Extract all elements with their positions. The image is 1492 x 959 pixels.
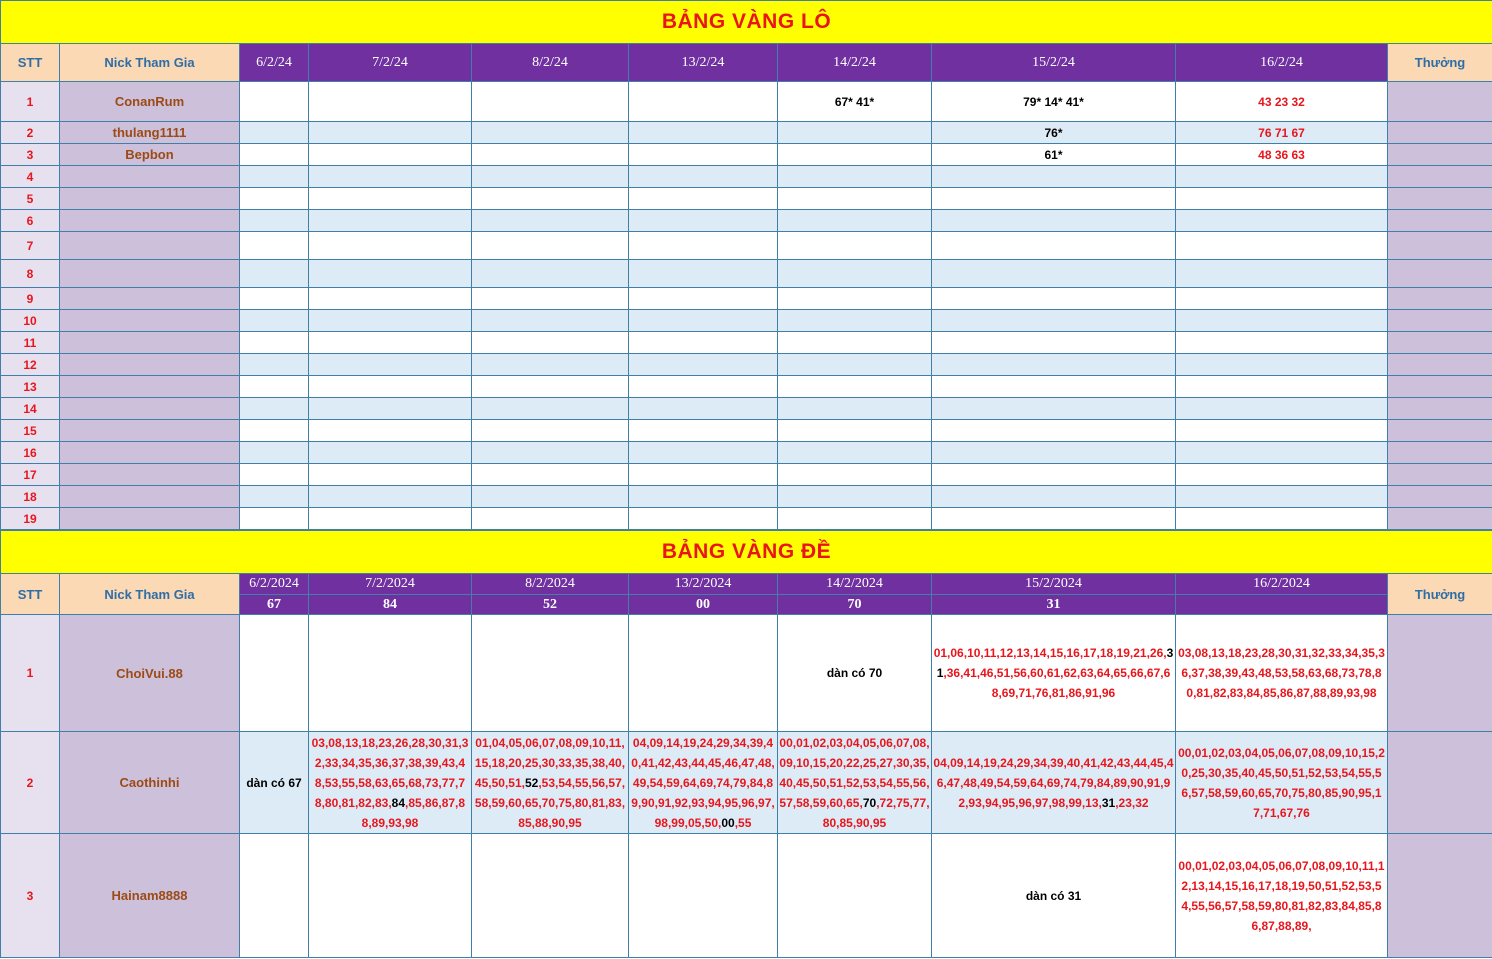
lo-pick-cell: [472, 122, 629, 144]
lo-pick-cell: [1176, 310, 1388, 332]
lo-pick-cell: [472, 354, 629, 376]
lo-pick-cell: [240, 82, 309, 122]
de-pick-segment: 31: [936, 646, 1174, 680]
lo-pick-cell: [240, 398, 309, 420]
lo-pick-cell: [778, 354, 932, 376]
lo-pick-cell: [472, 420, 629, 442]
lo-pick-cell: [472, 376, 629, 398]
de-pick-cell: [629, 732, 778, 834]
lo-pick-cell: [932, 210, 1176, 232]
lo-nick-cell: [60, 310, 240, 332]
lo-pick-cell: 43 23 32: [1176, 82, 1388, 122]
lo-stt-cell: 3: [1, 144, 60, 166]
lo-pick-cell: [932, 166, 1176, 188]
lo-header-date: 15/2/24: [932, 44, 1176, 82]
lo-pick-cell: [240, 166, 309, 188]
lo-pick-cell: [240, 332, 309, 354]
lo-nick-cell: [60, 398, 240, 420]
lo-pick-cell: 79* 14* 41*: [932, 82, 1176, 122]
de-table-row: [1, 615, 1492, 732]
lo-pick-cell: [309, 210, 472, 232]
lo-pick-cell: [1176, 188, 1388, 210]
lo-pick-cell: [240, 144, 309, 166]
lo-stt-cell: 5: [1, 188, 60, 210]
lo-nick-cell: [60, 508, 240, 530]
lo-pick-cell: [309, 260, 472, 288]
de-nick-cell: ChoiVui.88: [60, 615, 240, 732]
lo-pick-cell: [932, 354, 1176, 376]
lo-prize-cell: [1388, 398, 1492, 420]
lo-pick-cell: [240, 354, 309, 376]
lo-pick-cell: [240, 260, 309, 288]
lo-pick-cell: [472, 210, 629, 232]
lo-pick-cell: [309, 288, 472, 310]
de-stt-cell: 3: [1, 834, 60, 958]
lo-table-row: [1, 82, 1492, 122]
lo-prize-cell: [1388, 288, 1492, 310]
lo-pick-cell: [472, 82, 629, 122]
lo-nick-cell: [60, 420, 240, 442]
lo-pick-cell: 76 71 67: [1176, 122, 1388, 144]
lo-pick-cell: [932, 398, 1176, 420]
lo-nick-cell: [60, 260, 240, 288]
lo-pick-cell: [932, 420, 1176, 442]
lo-pick-cell: [778, 232, 932, 260]
lo-pick-cell: [472, 442, 629, 464]
lo-table-row: [1, 260, 1492, 288]
de-header-date: 7/2/2024: [309, 574, 472, 595]
de-pick-cell: dàn có 70: [778, 615, 932, 732]
de-pick-cell: [309, 732, 472, 834]
lo-pick-cell: [309, 442, 472, 464]
lo-prize-cell: [1388, 464, 1492, 486]
lo-stt-cell: 6: [1, 210, 60, 232]
de-nick-cell: Hainam8888: [60, 834, 240, 958]
lo-nick-cell: [60, 188, 240, 210]
lo-stt-cell: 8: [1, 260, 60, 288]
lo-table-row: [1, 464, 1492, 486]
de-table-row: [1, 732, 1492, 834]
lo-prize-cell: [1388, 486, 1492, 508]
de-stt-cell: 2: [1, 732, 60, 834]
de-nick-cell: Caothinhi: [60, 732, 240, 834]
lo-table-row: [1, 210, 1492, 232]
lo-pick-cell: [778, 442, 932, 464]
lo-pick-cell: [629, 232, 778, 260]
lo-pick-cell: [629, 288, 778, 310]
lo-pick-cell: [472, 508, 629, 530]
lo-pick-cell: [472, 398, 629, 420]
de-pick-cell: [932, 615, 1176, 732]
lo-pick-cell: [629, 486, 778, 508]
lo-pick-cell: [309, 398, 472, 420]
lo-table-row: [1, 508, 1492, 530]
de-pick-segment: 04,09,14,19,24,29,34,39,40,41,42,43,44,45,46,47,48,49,54,59,64,69,74,79,84,89,90,91,92,93,94,95,96,97,98,99,05,50,: [631, 735, 775, 830]
lo-pick-cell: [778, 376, 932, 398]
lo-pick-cell: [309, 464, 472, 486]
lo-prize-cell: [1388, 166, 1492, 188]
lo-pick-cell: [309, 354, 472, 376]
lo-pick-cell: [778, 332, 932, 354]
lo-pick-cell: [932, 188, 1176, 210]
lo-pick-cell: 61*: [932, 144, 1176, 166]
lo-header-date: 14/2/24: [778, 44, 932, 82]
lo-pick-cell: [932, 376, 1176, 398]
lo-pick-cell: [629, 122, 778, 144]
lo-pick-cell: [1176, 288, 1388, 310]
lo-stt-cell: 12: [1, 354, 60, 376]
lo-pick-cell: [240, 210, 309, 232]
lo-pick-cell: [629, 260, 778, 288]
de-pick-cell: [309, 615, 472, 732]
lo-prize-cell: [1388, 508, 1492, 530]
lo-pick-cell: [309, 420, 472, 442]
de-pick-segment: 04,09,14,19,24,29,34,39,40,41,42,43,44,45,46,47,48,49,54,59,64,69,74,79,84,89,90,91,92,93,94,95,96,97,98,99,13,: [933, 755, 1174, 810]
de-pick-cell: [472, 615, 629, 732]
lo-pick-cell: [472, 144, 629, 166]
lo-stt-cell: 16: [1, 442, 60, 464]
lo-pick-cell: [309, 376, 472, 398]
lo-pick-cell: [629, 464, 778, 486]
de-result: 52: [472, 595, 629, 615]
lo-nick-cell: [60, 354, 240, 376]
bang-vang-de-table: [0, 530, 1492, 958]
de-pick-cell: 00,01,02,03,04,05,06,07,08,09,10,15,20,25,30,35,40,45,50,51,52,53,54,55,56,57,58,59,60,65,70,75,80,85,90,95,17,71,67,76: [1176, 732, 1388, 834]
de-pick-cell: 00,01,02,03,04,05,06,07,08,09,10,11,12,13,14,15,16,17,18,19,50,51,52,53,54,55,56,57,58,59,80,81,82,83,84,85,86,87,88,89,: [1176, 834, 1388, 958]
lo-stt-cell: 10: [1, 310, 60, 332]
lo-prize-cell: [1388, 420, 1492, 442]
de-pick-cell: [629, 834, 778, 958]
lo-pick-cell: [309, 144, 472, 166]
lo-pick-cell: [309, 188, 472, 210]
lo-pick-cell: [778, 260, 932, 288]
lo-pick-cell: [1176, 232, 1388, 260]
de-pick-cell: [778, 732, 932, 834]
de-pick-segment: ,23,32: [1115, 795, 1149, 810]
de-prize-cell: [1388, 834, 1492, 958]
de-header-date: 14/2/2024: [778, 574, 932, 595]
lo-pick-cell: [309, 82, 472, 122]
lo-pick-cell: [240, 288, 309, 310]
lo-pick-cell: [240, 442, 309, 464]
lo-pick-cell: [778, 420, 932, 442]
lo-nick-cell: [60, 288, 240, 310]
lo-pick-cell: [778, 288, 932, 310]
lo-table-row: [1, 420, 1492, 442]
lo-pick-cell: [472, 288, 629, 310]
de-result: [1176, 595, 1388, 615]
de-pick-cell: [309, 834, 472, 958]
lo-nick-cell: [60, 332, 240, 354]
de-header-prize: Thưởng: [1388, 574, 1492, 615]
lo-prize-cell: [1388, 332, 1492, 354]
lo-pick-cell: [1176, 486, 1388, 508]
lo-nick-cell: thulang1111: [60, 122, 240, 144]
lo-pick-cell: [472, 332, 629, 354]
lo-pick-cell: [932, 260, 1176, 288]
lo-pick-cell: 76*: [932, 122, 1176, 144]
lo-pick-cell: 67* 41*: [778, 82, 932, 122]
lo-pick-cell: [309, 310, 472, 332]
lo-stt-cell: 2: [1, 122, 60, 144]
lo-header-date: 13/2/24: [629, 44, 778, 82]
de-pick-segment: ,85,86,87,88,89,93,98: [361, 795, 466, 830]
de-pick-segment: 70: [862, 795, 877, 810]
lo-stt-cell: 7: [1, 232, 60, 260]
lo-pick-cell: [309, 486, 472, 508]
lo-pick-cell: [472, 232, 629, 260]
lo-pick-cell: [932, 232, 1176, 260]
de-pick-cell: [240, 834, 309, 958]
lo-pick-cell: [629, 354, 778, 376]
lo-header-date: 6/2/24: [240, 44, 309, 82]
lo-prize-cell: [1388, 188, 1492, 210]
de-header-nick: Nick Tham Gia: [60, 574, 240, 615]
lo-prize-cell: [1388, 144, 1492, 166]
de-pick-segment: 84: [391, 795, 406, 810]
lo-pick-cell: [309, 166, 472, 188]
lo-nick-cell: [60, 376, 240, 398]
lo-pick-cell: [778, 464, 932, 486]
lo-pick-cell: [240, 376, 309, 398]
lo-nick-cell: Bepbon: [60, 144, 240, 166]
lo-table-row: [1, 188, 1492, 210]
lo-table-row: [1, 442, 1492, 464]
lo-pick-cell: [1176, 354, 1388, 376]
de-prize-cell: [1388, 615, 1492, 732]
lo-table-row: [1, 288, 1492, 310]
de-pick-segment: ,72,75,77,80,85,90,95: [822, 795, 930, 830]
lo-prize-cell: [1388, 82, 1492, 122]
de-result: 84: [309, 595, 472, 615]
lo-header-stt: STT: [1, 44, 60, 82]
lo-pick-cell: [240, 310, 309, 332]
lo-pick-cell: [240, 122, 309, 144]
lo-pick-cell: [932, 288, 1176, 310]
lo-pick-cell: [472, 260, 629, 288]
lo-header-prize: Thưởng: [1388, 44, 1492, 82]
lo-pick-cell: [932, 310, 1176, 332]
lo-prize-cell: [1388, 310, 1492, 332]
lo-table-row: [1, 310, 1492, 332]
lo-pick-cell: [629, 376, 778, 398]
lo-pick-cell: [1176, 260, 1388, 288]
lo-prize-cell: [1388, 210, 1492, 232]
lo-stt-cell: 15: [1, 420, 60, 442]
lo-pick-cell: [778, 310, 932, 332]
lo-pick-cell: [932, 442, 1176, 464]
de-title: BẢNG VÀNG ĐỀ: [1, 531, 1492, 574]
lo-pick-cell: [240, 486, 309, 508]
de-pick-segment: 00: [721, 815, 735, 830]
lo-prize-cell: [1388, 122, 1492, 144]
lo-pick-cell: [1176, 398, 1388, 420]
lo-pick-cell: [309, 232, 472, 260]
lo-prize-cell: [1388, 260, 1492, 288]
de-pick-cell: [472, 834, 629, 958]
lo-pick-cell: [778, 210, 932, 232]
de-header-date: 15/2/2024: [932, 574, 1176, 595]
lo-pick-cell: [932, 464, 1176, 486]
lo-pick-cell: [1176, 464, 1388, 486]
lo-pick-cell: [240, 508, 309, 530]
de-pick-cell: [629, 615, 778, 732]
lo-pick-cell: 48 36 63: [1176, 144, 1388, 166]
lo-table-row: [1, 486, 1492, 508]
lo-table-row: [1, 166, 1492, 188]
lo-prize-cell: [1388, 232, 1492, 260]
de-header-stt: STT: [1, 574, 60, 615]
de-result: 00: [629, 595, 778, 615]
lo-pick-cell: [629, 188, 778, 210]
de-result: 70: [778, 595, 932, 615]
de-pick-segment: 01,04,05,06,07,08,09,10,11,15,18,20,25,30,33,35,38,40,45,50,51,: [474, 735, 626, 790]
lo-pick-cell: [1176, 166, 1388, 188]
lo-pick-cell: [629, 332, 778, 354]
lo-nick-cell: [60, 166, 240, 188]
lo-pick-cell: [629, 310, 778, 332]
lo-pick-cell: [629, 144, 778, 166]
de-pick-cell: [778, 834, 932, 958]
lo-stt-cell: 11: [1, 332, 60, 354]
lo-header-nick: Nick Tham Gia: [60, 44, 240, 82]
lo-pick-cell: [778, 144, 932, 166]
lo-pick-cell: [1176, 376, 1388, 398]
lo-prize-cell: [1388, 354, 1492, 376]
lo-pick-cell: [472, 464, 629, 486]
lo-pick-cell: [778, 486, 932, 508]
lo-pick-cell: [932, 508, 1176, 530]
lo-pick-cell: [472, 486, 629, 508]
lo-nick-cell: [60, 442, 240, 464]
lo-header-date: 8/2/24: [472, 44, 629, 82]
lo-pick-cell: [629, 420, 778, 442]
lo-pick-cell: [240, 420, 309, 442]
lo-nick-cell: [60, 464, 240, 486]
lo-pick-cell: [472, 166, 629, 188]
de-pick-cell: [932, 732, 1176, 834]
lo-pick-cell: [240, 188, 309, 210]
lo-prize-cell: [1388, 442, 1492, 464]
lo-pick-cell: [1176, 420, 1388, 442]
lo-pick-cell: [629, 166, 778, 188]
lo-pick-cell: [309, 332, 472, 354]
de-pick-segment: ,53,54,55,56,57,58,59,60,65,70,75,80,81,83,85,88,90,95: [474, 775, 626, 830]
de-header-date: 8/2/2024: [472, 574, 629, 595]
lo-header-date: 16/2/24: [1176, 44, 1388, 82]
lo-table-row: [1, 332, 1492, 354]
lo-stt-cell: 17: [1, 464, 60, 486]
de-pick-cell: 03,08,13,18,23,28,30,31,32,33,34,35,36,37,38,39,43,48,53,58,63,68,73,78,80,81,82,83,84,85,86,87,88,89,93,98: [1176, 615, 1388, 732]
lo-pick-cell: [932, 486, 1176, 508]
lo-nick-cell: ConanRum: [60, 82, 240, 122]
lo-pick-cell: [309, 122, 472, 144]
lo-pick-cell: [240, 232, 309, 260]
lo-stt-cell: 18: [1, 486, 60, 508]
lo-table-row: [1, 398, 1492, 420]
de-pick-segment: ,36,41,46,51,56,60,61,62,63,64,65,66,67,68,69,71,76,81,86,91,96: [943, 666, 1171, 700]
lo-stt-cell: 9: [1, 288, 60, 310]
de-pick-segment: 31: [1101, 795, 1116, 810]
lo-pick-cell: [1176, 332, 1388, 354]
lo-pick-cell: [629, 508, 778, 530]
lo-nick-cell: [60, 486, 240, 508]
lo-pick-cell: [309, 508, 472, 530]
de-pick-segment: 03,08,13,18,23,26,28,30,31,32,33,34,35,36,37,38,39,43,48,53,55,58,63,65,68,73,77,78,80,81,82,83,: [311, 735, 469, 810]
lo-pick-cell: [472, 310, 629, 332]
de-header-date: 6/2/2024: [240, 574, 309, 595]
lo-pick-cell: [1176, 442, 1388, 464]
lo-table-row: [1, 232, 1492, 260]
lo-pick-cell: [1176, 210, 1388, 232]
de-header-date: 13/2/2024: [629, 574, 778, 595]
lo-stt-cell: 19: [1, 508, 60, 530]
lo-table-row: [1, 144, 1492, 166]
lo-pick-cell: [629, 398, 778, 420]
lo-header-date: 7/2/24: [309, 44, 472, 82]
lo-pick-cell: [629, 82, 778, 122]
lo-stt-cell: 4: [1, 166, 60, 188]
lo-stt-cell: 1: [1, 82, 60, 122]
lo-prize-cell: [1388, 376, 1492, 398]
lo-pick-cell: [629, 442, 778, 464]
lo-table-row: [1, 354, 1492, 376]
de-pick-cell: dàn có 67: [240, 732, 309, 834]
de-pick-cell: dàn có 31: [932, 834, 1176, 958]
lo-table-row: [1, 376, 1492, 398]
de-prize-cell: [1388, 732, 1492, 834]
lo-nick-cell: [60, 232, 240, 260]
lo-stt-cell: 14: [1, 398, 60, 420]
lo-nick-cell: [60, 210, 240, 232]
de-pick-segment: 00,01,02,03,04,05,06,07,08,09,10,15,20,22,25,27,30,35,40,45,50,51,52,53,54,55,56,57,58,59,60,65,: [779, 735, 930, 810]
de-pick-segment: 52: [524, 775, 539, 790]
lo-pick-cell: [778, 122, 932, 144]
de-pick-cell: [240, 615, 309, 732]
lo-stt-cell: 13: [1, 376, 60, 398]
lo-pick-cell: [629, 210, 778, 232]
de-result: 67: [240, 595, 309, 615]
lo-pick-cell: [778, 188, 932, 210]
lo-pick-cell: [240, 464, 309, 486]
lo-pick-cell: [778, 166, 932, 188]
lo-pick-cell: [778, 398, 932, 420]
lo-pick-cell: [472, 188, 629, 210]
lo-pick-cell: [778, 508, 932, 530]
lo-title: BẢNG VÀNG LÔ: [1, 1, 1492, 44]
de-table-row: [1, 834, 1492, 958]
de-pick-segment: 01,06,10,11,12,13,14,15,16,17,18,19,21,26,: [933, 646, 1167, 660]
de-pick-cell: [472, 732, 629, 834]
de-header-date: 16/2/2024: [1176, 574, 1388, 595]
de-stt-cell: 1: [1, 615, 60, 732]
lo-pick-cell: [1176, 508, 1388, 530]
lo-pick-cell: [932, 332, 1176, 354]
lo-table-row: [1, 122, 1492, 144]
de-result: 31: [932, 595, 1176, 615]
de-pick-segment: ,55: [734, 815, 752, 830]
